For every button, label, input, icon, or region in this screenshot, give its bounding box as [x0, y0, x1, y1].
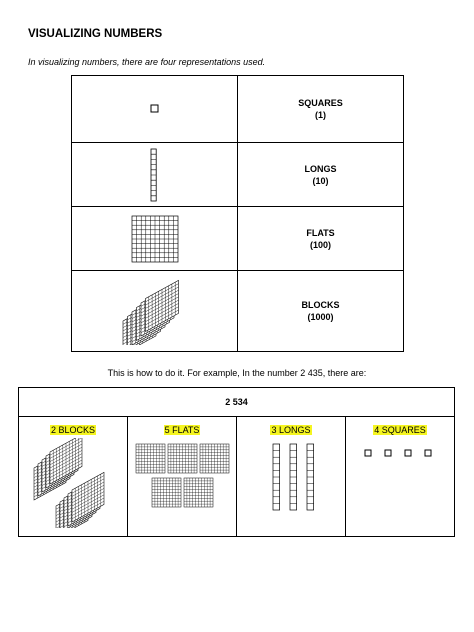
longs-example-cell: [237, 417, 346, 537]
longs-picture-cell: [72, 143, 238, 207]
squares-count-label: 4 SQUARES: [374, 425, 426, 435]
flats-caption-cell: [238, 207, 404, 271]
blocks-picture-cell: [72, 271, 238, 352]
flat-grid-icon: [131, 215, 179, 263]
unit-square-icon: [150, 104, 160, 114]
longs-group-icon: [261, 438, 321, 518]
intro-text: In visualizing numbers, there are four representations used.: [28, 57, 266, 67]
rep-value: (10): [312, 175, 329, 186]
table-row: [72, 76, 404, 143]
block-cube-icon: [121, 277, 189, 345]
table-row: [19, 417, 455, 537]
flats-count-label: 5 FLATS: [164, 425, 200, 435]
longs-caption-cell: [238, 143, 404, 207]
table-row: [19, 388, 455, 417]
squares-caption-cell: [238, 76, 404, 143]
howto-text: This is how to do it. For example, In the number 2 435, there are:: [107, 368, 367, 378]
long-rod-icon: [150, 148, 159, 202]
table-row: [72, 271, 404, 352]
flats-group-icon: [132, 438, 232, 518]
squares-group-icon: [355, 438, 445, 468]
rep-name: FLATS: [306, 227, 335, 238]
rep-name: BLOCKS: [301, 300, 340, 310]
squares-picture-cell: [72, 76, 238, 143]
blocks-example-cell: [19, 417, 128, 537]
example-table: [18, 387, 455, 537]
rep-name: SQUARES: [298, 98, 343, 108]
blocks-count-label: 2 BLOCKS: [50, 425, 96, 435]
table-row: [72, 143, 404, 207]
squares-example-cell: [346, 417, 455, 537]
table-row: [72, 207, 404, 271]
blocks-group-icon: [30, 438, 116, 528]
rep-value: (100): [309, 239, 331, 250]
blocks-caption-cell: [238, 271, 404, 352]
example-number: 2 534: [19, 388, 455, 417]
document-title: VISUALIZING NUMBERS: [28, 28, 163, 40]
rep-value: (1000): [307, 312, 334, 322]
rep-name: LONGS: [304, 163, 337, 174]
flats-example-cell: [128, 417, 237, 537]
rep-value: (1): [315, 110, 326, 120]
representations-table: [71, 75, 404, 352]
flats-picture-cell: [72, 207, 238, 271]
longs-count-label: 3 LONGS: [271, 425, 311, 435]
